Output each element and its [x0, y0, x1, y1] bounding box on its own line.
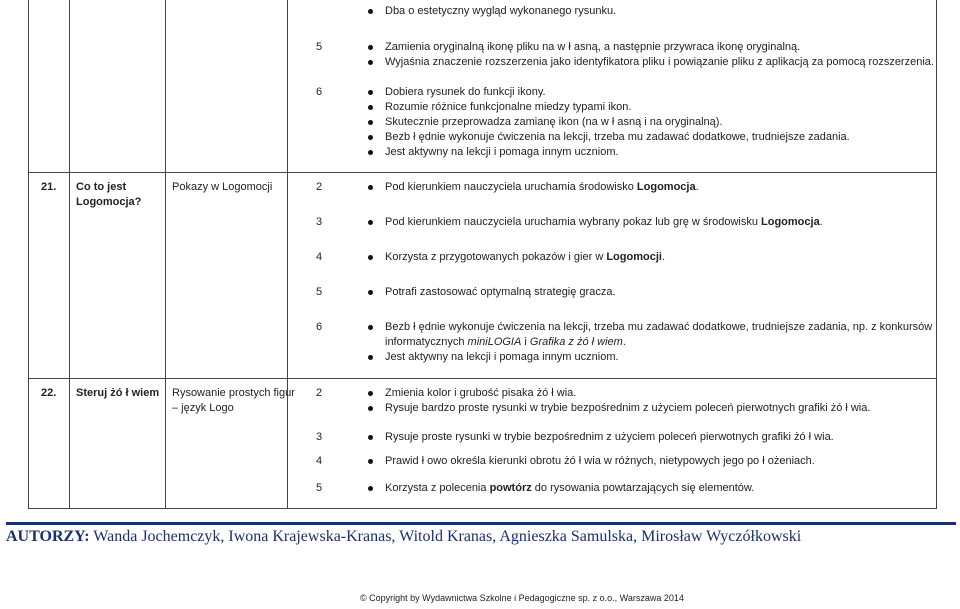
content-cell: Pokazy w Logomocji	[172, 181, 273, 193]
list-item: Pod kierunkiem nauczyciela uruchamia środowisko Logomocja.	[385, 181, 699, 193]
level-number: 4	[316, 251, 323, 263]
list-item: Pod kierunkiem nauczyciela uruchamia wybrany pokaz lub grę w środowisku Logomocja.	[385, 216, 823, 228]
list-item: Rysuje proste rysunki w trybie bezpośrednim z użyciem poleceń pierwotnych grafiki żó ł wia.	[385, 431, 834, 443]
bullet-icon	[368, 60, 373, 65]
level-number: 6	[316, 321, 323, 333]
content-cell: Rysowanie prostych figur	[172, 387, 295, 399]
bullet-icon	[368, 290, 373, 295]
bullet-icon	[368, 120, 373, 125]
table-border-col2	[165, 0, 166, 509]
list-item-continuation: informatycznych miniLOGIA i Grafika z żó ł wiem.	[385, 336, 626, 348]
list-item: Wyjaśnia znaczenie rozszerzenia jako identyfikatora pliku i powiązanie pliku z aplikacją za pomocą rozszerzenia.	[385, 56, 934, 68]
level-number: 5	[316, 482, 323, 494]
bullet-icon	[368, 486, 373, 491]
level-number: 5	[316, 286, 323, 298]
list-item: Rysuje bardzo proste rysunki w trybie bezpośrednim z użyciem poleceń pierwotnych grafiki żó ł wia.	[385, 402, 871, 414]
row-divider-22	[28, 378, 937, 379]
list-item: Dba o estetyczny wygląd wykonanego rysunku.	[385, 5, 617, 17]
list-item: Potrafi zastosować optymalną strategię gracza.	[385, 286, 616, 298]
table-border-col3	[287, 0, 288, 509]
list-item: Zmienia kolor i grubość pisaka żó ł wia.	[385, 387, 577, 399]
list-item: Jest aktywny na lekcji i pomaga innym uczniom.	[385, 146, 619, 158]
level-number: 2	[316, 387, 323, 399]
list-item: Korzysta z przygotowanych pokazów i gier w Logomocji.	[385, 251, 665, 263]
authors-label: AUTORZY:	[6, 528, 90, 545]
bullet-icon	[368, 9, 373, 14]
bullet-icon	[368, 406, 373, 411]
bullet-icon	[368, 355, 373, 360]
list-item: Jest aktywny na lekcji i pomaga innym uczniom.	[385, 351, 619, 363]
bullet-icon	[368, 435, 373, 440]
row-number: 22.	[41, 387, 57, 399]
level-number: 6	[316, 86, 323, 98]
level-number: 5	[316, 41, 323, 53]
list-item: Zamienia oryginalną ikonę pliku na w ł asną, a następnie przywraca ikonę oryginalną.	[385, 41, 801, 53]
level-number: 3	[316, 431, 323, 443]
bullet-icon	[368, 105, 373, 110]
bullet-icon	[368, 391, 373, 396]
bullet-icon	[368, 220, 373, 225]
table-border-right	[936, 0, 937, 509]
list-item: Prawid ł owo określa kierunki obrotu żó ł wia w różnych, nietypowych jego po ł ożeniach.	[385, 455, 815, 467]
copyright-text: © Copyright by Wydawnictwa Szkolne i Pedagogiczne sp. z o.o., Warszawa 2014	[360, 593, 684, 603]
level-number: 2	[316, 181, 323, 193]
row-number: 21.	[41, 181, 57, 193]
bullet-icon	[368, 185, 373, 190]
topic-title: Steruj żó ł wiem	[76, 387, 160, 399]
bullet-icon	[368, 135, 373, 140]
list-item: Korzysta z polecenia powtórz do rysowania powtarzających się elementów.	[385, 482, 755, 494]
authors-line	[6, 528, 801, 546]
table-border-bottom	[28, 508, 937, 509]
table-border-col1	[69, 0, 70, 509]
level-number: 4	[316, 455, 323, 467]
list-item: Rozumie różnice funkcjonalne miedzy typami ikon.	[385, 101, 632, 113]
bullet-icon	[368, 45, 373, 50]
content-cell: – język Logo	[172, 402, 234, 414]
topic-title: Co to jest	[76, 181, 127, 193]
level-number: 3	[316, 216, 323, 228]
bullet-icon	[368, 459, 373, 464]
table-border-left	[28, 0, 29, 509]
bullet-icon	[368, 255, 373, 260]
bullet-icon	[368, 325, 373, 330]
list-item: Skutecznie przeprowadza zamianę ikon (na w ł asną i na oryginalną).	[385, 116, 723, 128]
bullet-icon	[368, 150, 373, 155]
authors-names: Wanda Jochemczyk, Iwona Krajewska-Kranas, Witold Kranas, Agnieszka Samulska, Mirosław Wyczółkowski	[89, 528, 802, 545]
topic-title: Logomocja?	[76, 196, 142, 208]
row-divider-21	[28, 172, 937, 173]
list-item: Dobiera rysunek do funkcji ikony.	[385, 86, 546, 98]
bullet-icon	[368, 90, 373, 95]
list-item: Bezb ł ędnie wykonuje ćwiczenia na lekcji, trzeba mu zadawać dodatkowe, trudniejsze zadania.	[385, 131, 850, 143]
list-item: Bezb ł ędnie wykonuje ćwiczenia na lekcji, trzeba mu zadawać dodatkowe, trudniejsze zadania, np. z konkursów	[385, 321, 933, 333]
footer-divider	[6, 522, 956, 525]
